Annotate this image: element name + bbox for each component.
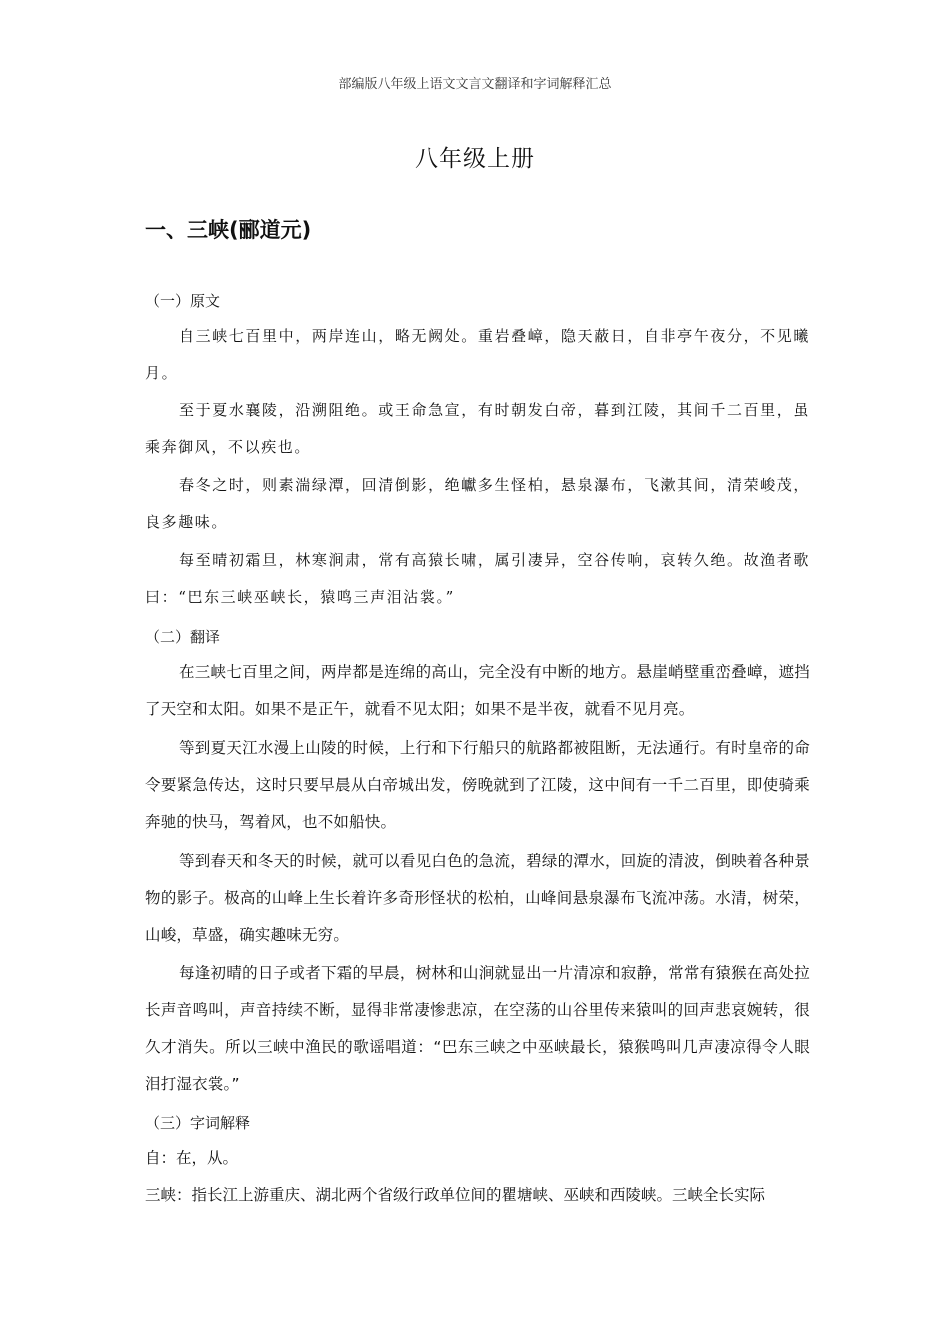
translation-paragraph: 等到春天和冬天的时候，就可以看见白色的急流，碧绿的潭水，回旋的清波，倒映着各种景物的影子。极高的山峰上生长着许多奇形怪状的松柏，山峰间悬泉瀑布飞流冲荡。水清，树荣，山峻，草盛，确实趣味无穷。	[145, 852, 810, 944]
original-paragraph: 自三峡七百里中，两岸连山，略无阙处。重岩叠嶂，隐天蔽日，自非亭午夜分，不见曦月。	[145, 327, 810, 382]
original-paragraph: 春冬之时，则素湍绿潭，回清倒影，绝巘多生怪柏，悬泉瀑布，飞漱其间，清荣峻茂，良多趣味。	[145, 476, 810, 531]
section-label-glossary: （三）字词解释	[145, 1114, 251, 1132]
glossary-entry: 自：在，从。	[145, 1149, 239, 1167]
section-label-translation: （二）翻译	[145, 628, 221, 646]
document-title: 八年级上册	[415, 146, 535, 172]
original-paragraph: 至于夏水襄陵，沿溯阻绝。或王命急宣，有时朝发白帝，暮到江陵，其间千二百里，虽乘奔御风，不以疾也。	[145, 401, 810, 456]
chapter-heading: 一、三峡(郦道元)	[145, 218, 312, 242]
translation-paragraph: 每逢初晴的日子或者下霜的早晨，树林和山涧就显出一片清凉和寂静，常常有猿猴在高处拉长声音鸣叫，声音持续不断，显得非常凄惨悲凉，在空荡的山谷里传来猿叫的回声悲哀婉转，很久才消失。所以三峡中渔民的歌谣唱道：“巴东三峡之中巫峡最长，猿猴鸣叫几声凄凉得令人眼泪打湿衣裳。”	[145, 964, 810, 1093]
section-label-original: （一）原文	[145, 292, 221, 310]
glossary-entry: 三峡：指长江上游重庆、湖北两个省级行政单位间的瞿塘峡、巫峡和西陵峡。三峡全长实际	[145, 1186, 766, 1204]
translation-paragraph: 等到夏天江水漫上山陵的时候，上行和下行船只的航路都被阻断，无法通行。有时皇帝的命令要紧急传达，这时只要早晨从白帝城出发，傍晚就到了江陵，这中间有一千二百里，即使骑乘奔驰的快马，驾着风，也不如船快。	[145, 739, 810, 831]
running-header: 部编版八年级上语文文言文翻译和字词解释汇总	[338, 77, 612, 92]
translation-paragraph: 在三峡七百里之间，两岸都是连绵的高山，完全没有中断的地方。悬崖峭壁重峦叠嶂，遮挡了天空和太阳。如果不是正午，就看不见太阳；如果不是半夜，就看不见月亮。	[145, 663, 810, 718]
original-paragraph: 每至晴初霜旦，林寒涧肃，常有高猿长啸，属引凄异，空谷传响，哀转久绝。故渔者歌曰：“巴东三峡巫峡长，猿鸣三声泪沾裳。”	[145, 551, 810, 606]
